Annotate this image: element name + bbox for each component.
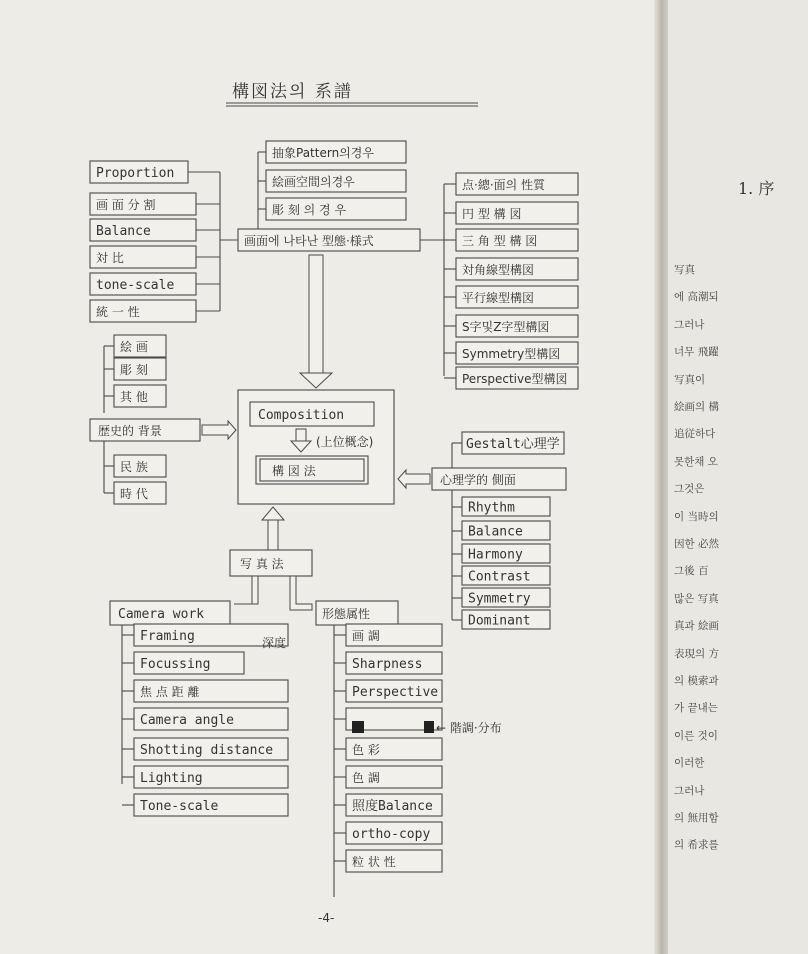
type-item: 三 角 型 構 図 xyxy=(462,234,538,248)
text-line: 그것은 xyxy=(674,483,705,496)
type-item: 平行線型構図 xyxy=(462,291,535,305)
history-item: 絵 画 xyxy=(120,340,148,354)
text-line: 真과 絵画 xyxy=(674,620,719,633)
history-item: 其 他 xyxy=(120,390,148,404)
left-item: 画 面 分 割 xyxy=(96,198,156,212)
text-line: 많은 写真 xyxy=(674,592,719,605)
text-line: 못한채 오 xyxy=(674,455,718,468)
text-line: 이 当時의 xyxy=(674,510,719,523)
form-items xyxy=(334,624,442,872)
psych-item: Harmony xyxy=(468,547,523,563)
psych-items xyxy=(452,497,550,629)
form-item: 色 調 xyxy=(352,771,380,785)
type-item: Symmetry型構図 xyxy=(462,347,561,361)
case-item: 彫 刻 의 경 우 xyxy=(272,203,347,217)
form-item: ortho-copy xyxy=(352,827,431,842)
form-item: 画 調 xyxy=(352,629,380,643)
left-item: tone-scale xyxy=(96,278,175,293)
history-sub-item: 民 族 xyxy=(120,460,148,474)
form-item: 色 彩 xyxy=(352,743,380,757)
form-item: Perspective xyxy=(352,685,439,700)
gradation-label: ← 階調·分布 xyxy=(436,721,502,735)
form-item: Sharpness xyxy=(352,657,423,672)
text-line: 가 끝내는 xyxy=(674,702,718,715)
type-item: 対角線型構図 xyxy=(462,263,535,277)
gestalt-label: Gestalt心理学 xyxy=(466,437,560,452)
text-line: 그後 百 xyxy=(674,565,709,578)
down-arrow xyxy=(309,255,323,373)
kouzuhou-label: 構 図 法 xyxy=(272,464,316,478)
left-item: Balance xyxy=(96,224,151,239)
psych-item: Rhythm xyxy=(468,500,515,516)
case-item: 絵画空間의경우 xyxy=(272,175,355,189)
psych-node: 心理学的 側面 xyxy=(440,473,516,487)
camera-item: Tone-scale xyxy=(140,799,219,814)
history-item: 彫 刻 xyxy=(120,363,148,377)
text-line: 의 希求를 xyxy=(674,839,719,852)
composition-label: Composition xyxy=(258,408,345,423)
type-item: 点·總·面의 性質 xyxy=(462,178,546,192)
type-item: Perspective型構図 xyxy=(462,372,568,386)
form-item: 粒 状 性 xyxy=(352,855,396,869)
text-line: 그러나 xyxy=(674,318,705,331)
text-line: 写真 xyxy=(674,264,695,276)
type-item: 円 型 構 図 xyxy=(462,207,522,221)
text-line: 의 模索과 xyxy=(674,675,719,687)
psych-item: Contrast xyxy=(468,569,531,585)
text-line: 表現의 方 xyxy=(674,647,719,660)
left-item: 対 比 xyxy=(96,251,124,265)
camera-item: Shotting distance xyxy=(140,743,274,758)
case-item: 抽象Pattern의경우 xyxy=(272,146,374,160)
text-line: 이러한 xyxy=(674,757,705,770)
book-gutter xyxy=(654,0,668,954)
psych-item: Balance xyxy=(468,524,523,540)
camera-item: Camera angle xyxy=(140,713,234,728)
type-item: S字및Z字型構図 xyxy=(462,320,550,334)
text-line: 追従하다 xyxy=(674,428,716,441)
text-line: 너무 飛躍 xyxy=(674,346,719,359)
camera-item: Lighting xyxy=(140,771,203,786)
photo-node: 写 真 法 xyxy=(240,557,284,571)
page-title: 構図法의 系譜 xyxy=(232,82,353,102)
camera-item: Framing xyxy=(140,629,195,644)
psych-item: Symmetry xyxy=(468,591,531,607)
form-item: 照度Balance xyxy=(352,799,433,814)
right-page xyxy=(668,0,808,954)
upper-concept: (上位概念) xyxy=(316,435,374,449)
camera-item: 焦 点 距 離 xyxy=(140,685,200,699)
history-node: 歴史的 背景 xyxy=(98,424,162,438)
history-sub-item: 時 代 xyxy=(120,487,148,501)
section-heading: 1. 序 xyxy=(738,179,775,198)
right-types xyxy=(444,173,578,389)
left-item: 統 一 性 xyxy=(96,305,140,319)
text-line: 因한 必然 xyxy=(674,538,719,550)
left-item: Proportion xyxy=(96,166,175,181)
center-node: 画面에 나타난 型態·様式 xyxy=(244,234,374,248)
psych-item: Dominant xyxy=(468,613,531,629)
camera-item: Focussing xyxy=(140,657,211,672)
page-number: -4- xyxy=(318,911,335,925)
form-node: 形態属性 xyxy=(322,607,371,621)
text-line: 의 無用함 xyxy=(674,812,719,824)
top-cases xyxy=(266,141,406,220)
text-line: 写真이 xyxy=(674,373,706,386)
text-line: 그러나 xyxy=(674,784,705,797)
text-line: 이른 것이 xyxy=(674,729,718,742)
camera-work: Camera work xyxy=(118,607,205,622)
depth-label: 深度 xyxy=(262,636,287,650)
left-column xyxy=(90,161,196,322)
camera-items xyxy=(122,624,288,816)
text-line: 에 高潮되 xyxy=(674,291,719,304)
text-line: 絵画의 構 xyxy=(674,401,719,413)
